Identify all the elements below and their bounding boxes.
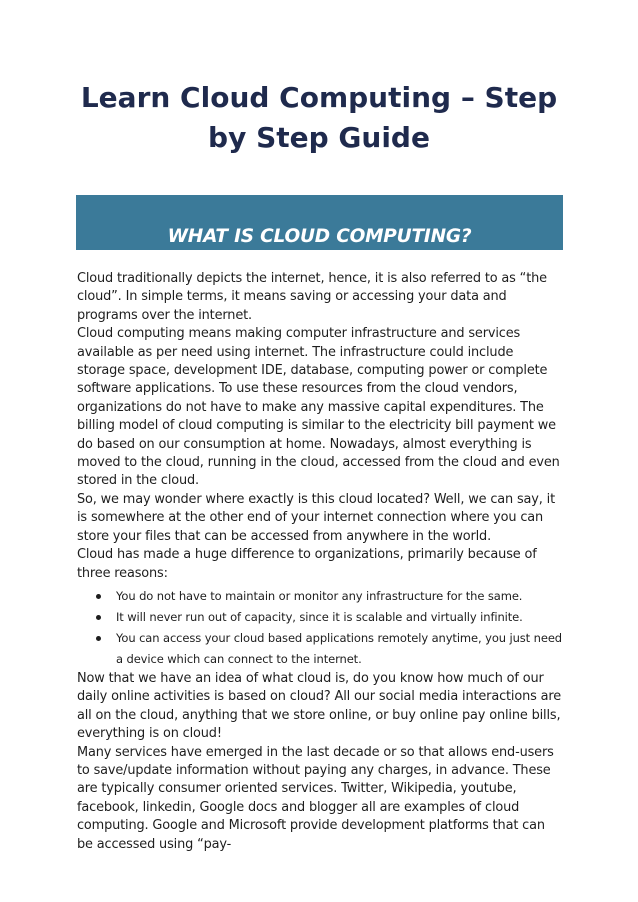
- list-item-text: It will never run out of capacity, since it is scalable and virtually infinite.: [116, 609, 523, 624]
- list-item-text: You can access your cloud based applications remotely anytime, you just need a device which can connect to the internet.: [116, 630, 562, 666]
- paragraph-three-reasons: Cloud has made a huge difference to organizations, primarily because of three reasons:: [77, 547, 537, 581]
- section-banner: [76, 195, 563, 250]
- bullet-dot-icon: [96, 594, 101, 599]
- paragraph-cloud-computing-meaning: Cloud computing means making computer infrastructure and services available as per need using internet. The infrastructure could include storage space, development IDE, database, computing power or complete software applications. To use these resources from the cloud vendors, organizations do not have to make any massive capital expenditures. The billing model of cloud computing is similar to the electricity bill payment we do based on our consumption at home. Nowadays, almost everything is moved to the cloud, running in the cloud, accessed from the cloud and even stored in the cloud.: [77, 326, 560, 489]
- paragraph-cloud-definition: Cloud traditionally depicts the internet, hence, it is also referred to as “the cloud”. In simple terms, it means saving or accessing your data and programs over the internet.: [77, 271, 547, 323]
- document-body: [77, 270, 563, 854]
- list-item: [77, 586, 563, 607]
- paragraph-cloud-location: So, we may wonder where exactly is this cloud located? Well, we can say, it is somewhere at the other end of your internet connection where you can store your files that can be accessed from anywhere in the world.: [77, 491, 556, 544]
- section-heading: WHAT IS CLOUD COMPUTING?: [167, 226, 472, 247]
- list-item: [77, 628, 563, 670]
- list-item: [77, 607, 563, 628]
- reasons-list: [77, 586, 563, 670]
- bullet-dot-icon: [96, 636, 101, 641]
- paragraph-services-emerged: Many services have emerged in the last decade or so that allows end-users to save/update information without paying any charges, in advance. These are typically consumer oriented services. Twitter, Wikipedia, youtube, facebook, linkedin, Google docs and blogger all are examples of cloud computing. Google and Microsoft provide development platforms that can be accessed using “pay-: [77, 744, 554, 852]
- bullet-dot-icon: [96, 615, 101, 620]
- list-item-text: You do not have to maintain or monitor any infrastructure for the same.: [116, 588, 523, 603]
- document-title: Learn Cloud Computing – Step by Step Guide: [80, 81, 558, 154]
- paragraph-daily-activities: Now that we have an idea of what cloud is, do you know how much of our daily online activities is based on cloud? All our social media interactions are all on the cloud, anything that we store online, or buy online pay online bills, everything is on cloud!: [77, 670, 562, 742]
